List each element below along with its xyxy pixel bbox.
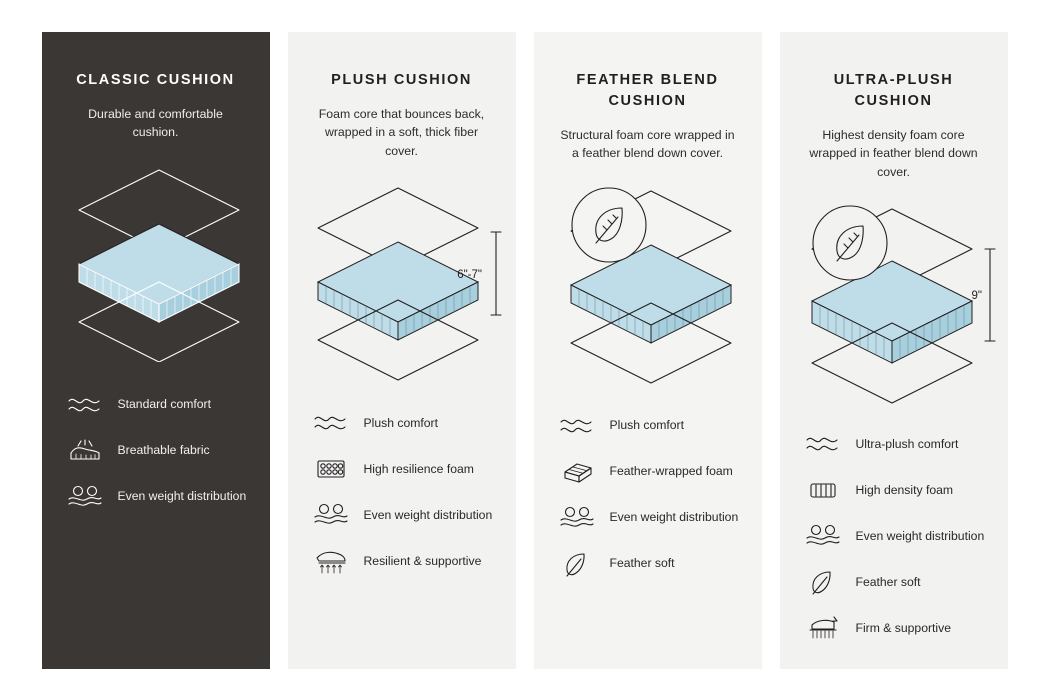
feature-label: Standard comfort xyxy=(117,397,211,412)
feature-label: Plush comfort xyxy=(609,418,685,433)
feature-item xyxy=(802,429,986,459)
card-description: Durable and comfortable cushion. xyxy=(88,107,223,140)
feature-label: Ultra-plush comfort xyxy=(855,436,959,451)
feature-item xyxy=(556,503,740,533)
feature-list xyxy=(802,429,986,643)
cushion-diagram-plush xyxy=(310,170,494,400)
feature-item xyxy=(64,436,248,466)
card-title: CLASSIC CUSHION xyxy=(76,72,235,88)
cushion-diagram-classic xyxy=(64,152,248,382)
feature-label: Feather soft xyxy=(609,556,675,571)
feature-list xyxy=(310,408,494,576)
feature-item xyxy=(64,390,248,420)
feature-item xyxy=(802,613,986,643)
even-weight-icon xyxy=(802,521,844,551)
card-description: Structural foam core wrapped in a feather blend down cover. xyxy=(560,128,735,161)
card-classic-cushion xyxy=(42,32,270,669)
leaf-badge-icon xyxy=(572,188,646,262)
feather-wrapped-foam-icon xyxy=(556,457,598,487)
feature-label: Even weight distribution xyxy=(609,510,739,525)
cushion-diagram-ultra-plush xyxy=(802,191,986,421)
feature-item xyxy=(802,521,986,551)
card-ultra-plush-cushion xyxy=(780,32,1008,669)
even-weight-icon xyxy=(556,503,598,533)
resilient-support-icon xyxy=(310,546,352,576)
waves-icon xyxy=(556,411,598,441)
feature-item xyxy=(310,546,494,576)
feature-label: Even weight distribution xyxy=(855,528,985,543)
feature-item xyxy=(310,454,494,484)
feature-label: Feather soft xyxy=(855,574,921,589)
card-description: Highest density foam core wrapped in feather blend down cover. xyxy=(809,128,978,179)
card-title: ULTRA-PLUSH CUSHION xyxy=(833,72,954,110)
feature-label: High density foam xyxy=(855,482,954,497)
feature-item xyxy=(802,567,986,597)
feature-label: Even weight distribution xyxy=(117,489,247,504)
feature-label: Firm & supportive xyxy=(855,620,951,635)
feature-list xyxy=(556,411,740,579)
even-weight-icon xyxy=(310,500,352,530)
feature-item xyxy=(64,482,248,512)
feature-item xyxy=(556,549,740,579)
even-weight-icon xyxy=(64,482,106,512)
honeycomb-foam-icon xyxy=(310,454,352,484)
card-title: PLUSH CUSHION xyxy=(331,72,472,88)
waves-icon xyxy=(64,390,106,420)
waves-icon xyxy=(310,408,352,438)
feature-list xyxy=(64,390,248,512)
feature-item xyxy=(310,500,494,530)
feature-item xyxy=(556,411,740,441)
leaf-icon xyxy=(802,567,844,597)
dimension-label: 9" xyxy=(971,290,982,303)
feature-label: Breathable fabric xyxy=(117,443,210,458)
feature-item xyxy=(310,408,494,438)
card-plush-cushion xyxy=(288,32,516,669)
high-density-foam-icon xyxy=(802,475,844,505)
leaf-icon xyxy=(556,549,598,579)
feature-label: Plush comfort xyxy=(363,415,439,430)
waves-icon xyxy=(802,429,844,459)
cushion-diagram-feather-blend xyxy=(556,173,740,403)
feature-label: Even weight distribution xyxy=(363,507,493,522)
card-title: FEATHER BLEND CUSHION xyxy=(576,72,719,110)
card-description: Foam core that bounces back, wrapped in a soft, thick fiber cover. xyxy=(318,107,485,158)
firm-support-icon xyxy=(802,613,844,643)
card-feather-blend-cushion xyxy=(534,32,762,669)
leaf-badge-icon xyxy=(813,206,887,280)
feature-label: Resilient & supportive xyxy=(363,553,482,568)
feature-item xyxy=(802,475,986,505)
feature-item xyxy=(556,457,740,487)
breathable-fabric-icon xyxy=(64,436,106,466)
dimension-label: 6"-7" xyxy=(456,269,482,282)
feature-label: Feather-wrapped foam xyxy=(609,464,733,479)
feature-label: High resilience foam xyxy=(363,461,474,476)
